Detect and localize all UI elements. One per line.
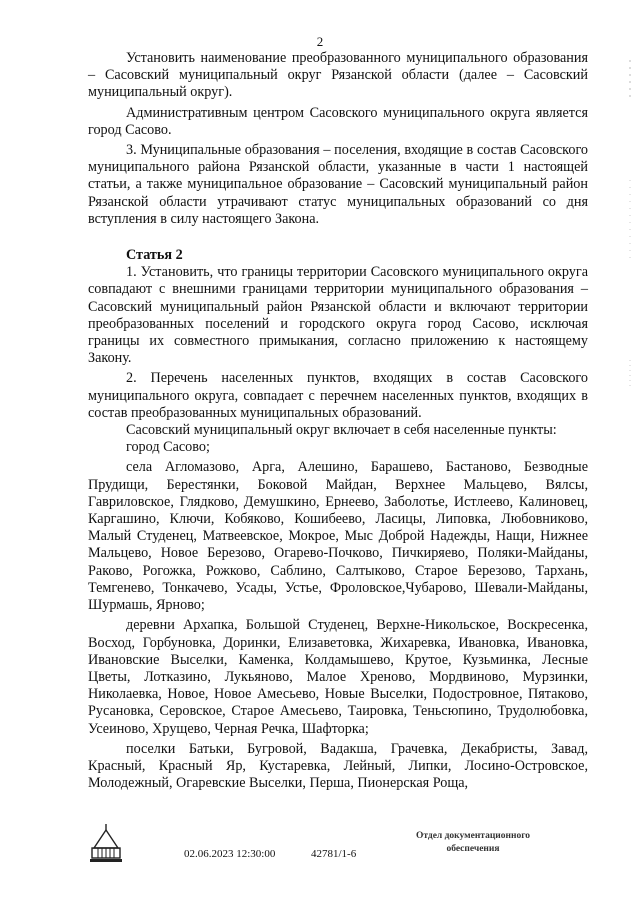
paragraph-status-loss: 3. Муниципальные образования – поселения, входящие в состав Сасовского муниципального района Рязанской области, указанные в части 1 настоящей статьи, а также муниципальное образование – Сасовский муниципальный район Рязанской области утрачивают статус муниципальных образований со дня вступления в силу настоящего Закона. xyxy=(88,142,588,227)
footer-timestamp: 02.06.2023 12:30:00 xyxy=(184,848,276,860)
scan-margin-noise xyxy=(628,60,632,560)
paragraph-name-establish: Установить наименование преобразованного муниципального образования – Сасовский муниципальный округ Рязанской области (далее – Сасовский муниципальный округ). xyxy=(88,50,588,101)
paragraph-settlements-list: 2. Перечень населенных пунктов, входящих в состав Сасовского муниципального округа, совпадает с перечнем населенных пунктов, входящих в состав преобразованных муниципальных образований. xyxy=(88,370,588,421)
footer-doc-code: 42781/1-6 xyxy=(311,848,357,860)
footer-department-line2: обеспечения xyxy=(446,844,500,854)
paragraph-villages-sela: села Агломазово, Арга, Алешино, Барашево, Бастаново, Безводные Прудищи, Берестянки, Боковой Майдан, Верхнее Мальцево, Вялсы, Гавриловское, Глядково, Демушкино, Ернеево, Заболотье, Истлеево, Калиновец, Каргашино, Ключи, Кобяково, Кошибеево, Ласицы, Липовка, Любовниково, Малый Студенец, Матвеевское, Мокрое, Мыс Доброй Надежды, Нащи, Нижнее Мальцево, Новое Березово, Огарево-Почково, Пичкиряево, Поляки-Майданы, Раково, Рогожка, Рожково, Саблино, Салтыково, Старое Березово, Тархань, Темгенево, Тонкачево, Усады, Устье, Фроловское,Чубарово, Шевали-Майданы, Шурмашь, Ярново; xyxy=(88,459,588,614)
paragraph-villages-derevni: деревни Архапка, Большой Студенец, Верхне-Никольское, Воскресенка, Восход, Горбуновка, Доринки, Елизаветовка, Жихаревка, Ивановка, Ивановка, Ивановские Выселки, Каменка, Колдамышево, Крутое, Кузьминка, Лесные Цветы, Лотказино, Лукьяново, Малое Хреново, Мордвиново, Мурзинки, Николаевка, Новое, Новое Амесьево, Новые Выселки, Подостровное, Пятаково, Русановка, Серовское, Старое Амесьево, Таировка, Теньсюпино, Трудолюбовка, Усеиново, Хрущево, Черная Речка, Шафторка; xyxy=(88,617,588,737)
duma-emblem-icon xyxy=(88,820,124,864)
page-number: 2 xyxy=(316,34,324,49)
paragraph-admin-center: Административным центром Сасовского муниципального округа является город Сасово. xyxy=(88,104,588,138)
footer-department-line1: Отдел документационного xyxy=(415,831,531,841)
paragraph-includes: Сасовский муниципальный округ включает в себя населенные пункты: xyxy=(126,422,557,439)
paragraph-borders: 1. Установить, что границы территории Сасовского муниципального округа совпадают с внешними границами территории муниципального образования – Сасовский муниципальный район Рязанской области и включают территории преобразованных поселений и городского округа город Сасово, исключая границы их совместного примыкания, согласно приложению к настоящему Закону. xyxy=(88,264,588,367)
document-body xyxy=(88,50,588,792)
paragraph-town: город Сасово; xyxy=(126,439,210,456)
footer-department xyxy=(398,830,548,856)
paragraph-settlements-poselki: поселки Батьки, Бугровой, Вадакша, Грачевка, Декабристы, Завад, Красный, Красный Яр, Кустаревка, Лейный, Липки, Лосино-Островское, Молодежный, Огаревские Выселки, Перша, Пионерская Роща, xyxy=(88,740,588,792)
article-heading: Статья 2 xyxy=(126,247,183,264)
